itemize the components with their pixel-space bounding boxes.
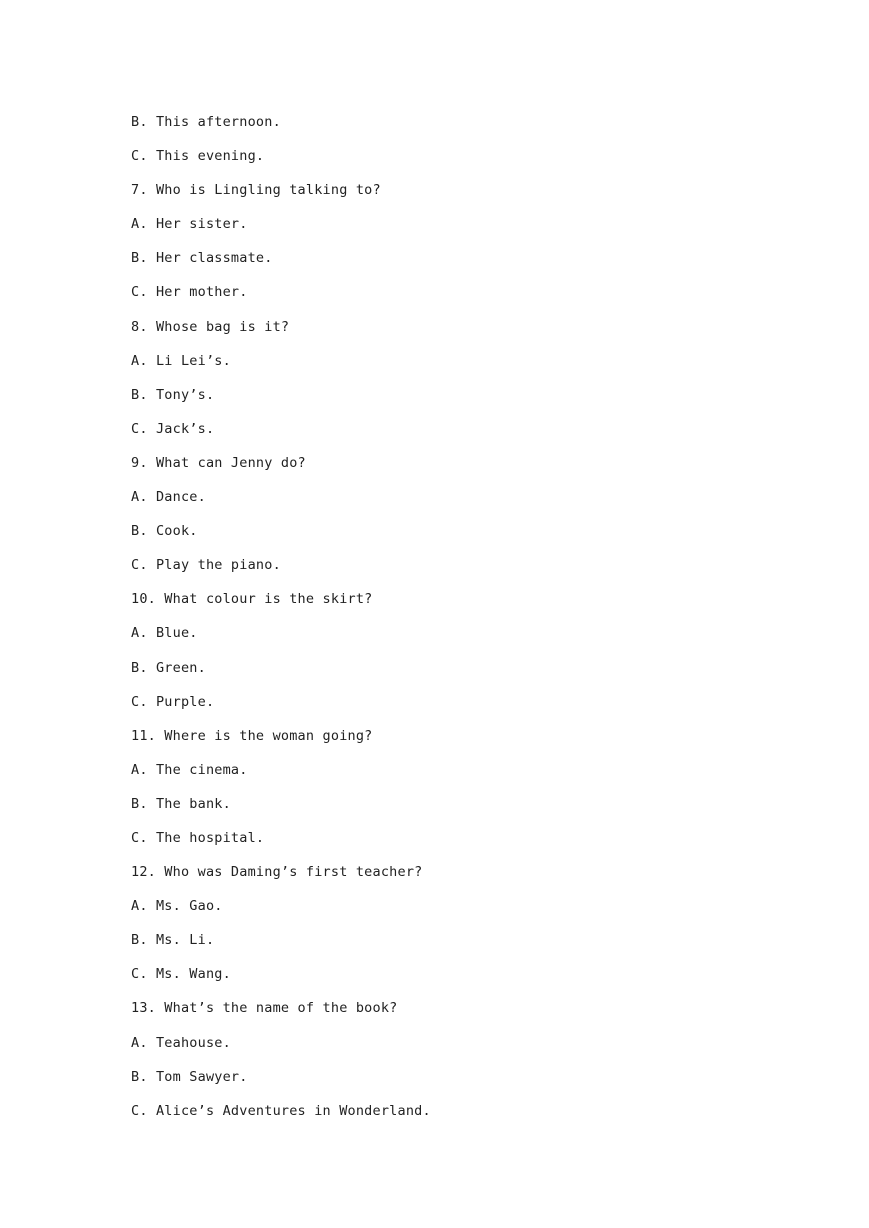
option-line: C. Purple. [131, 693, 215, 710]
option-line: C. Alice’s Adventures in Wonderland. [131, 1102, 431, 1119]
question-line: 7. Who is Lingling talking to? [131, 182, 381, 199]
option-line: B. Cook. [131, 523, 198, 540]
question-list [131, 112, 831, 1135]
option-line: C. The hospital. [131, 829, 265, 846]
question-line: 13. What’s the name of the book? [131, 1000, 398, 1017]
option-line: A. Blue. [131, 625, 198, 642]
question-line: 10. What colour is the skirt? [131, 591, 373, 608]
question-line: 12. Who was Daming’s first teacher? [131, 864, 423, 881]
question-line: 8. Whose bag is it? [131, 318, 290, 335]
option-line: C. This evening. [131, 148, 265, 165]
option-line: C. Ms. Wang. [131, 966, 231, 983]
option-line: A. Dance. [131, 489, 206, 506]
option-line: C. Jack’s. [131, 420, 215, 437]
option-line: B. Her classmate. [131, 250, 273, 267]
question-line: 9. What can Jenny do? [131, 454, 306, 471]
option-line: C. Her mother. [131, 284, 248, 301]
option-line: B. This afternoon. [131, 114, 281, 130]
option-line: B. Tony’s. [131, 386, 215, 403]
option-line: A. The cinema. [131, 761, 248, 778]
option-line: B. Tom Sawyer. [131, 1068, 248, 1085]
option-line: B. The bank. [131, 795, 231, 812]
option-line: A. Her sister. [131, 216, 248, 233]
option-line: A. Li Lei’s. [131, 352, 231, 369]
question-line: 11. Where is the woman going? [131, 727, 373, 744]
option-line: A. Teahouse. [131, 1034, 231, 1051]
option-line: B. Ms. Li. [131, 932, 215, 949]
option-line: A. Ms. Gao. [131, 898, 223, 915]
option-line: B. Green. [131, 659, 206, 676]
option-line: C. Play the piano. [131, 557, 281, 574]
